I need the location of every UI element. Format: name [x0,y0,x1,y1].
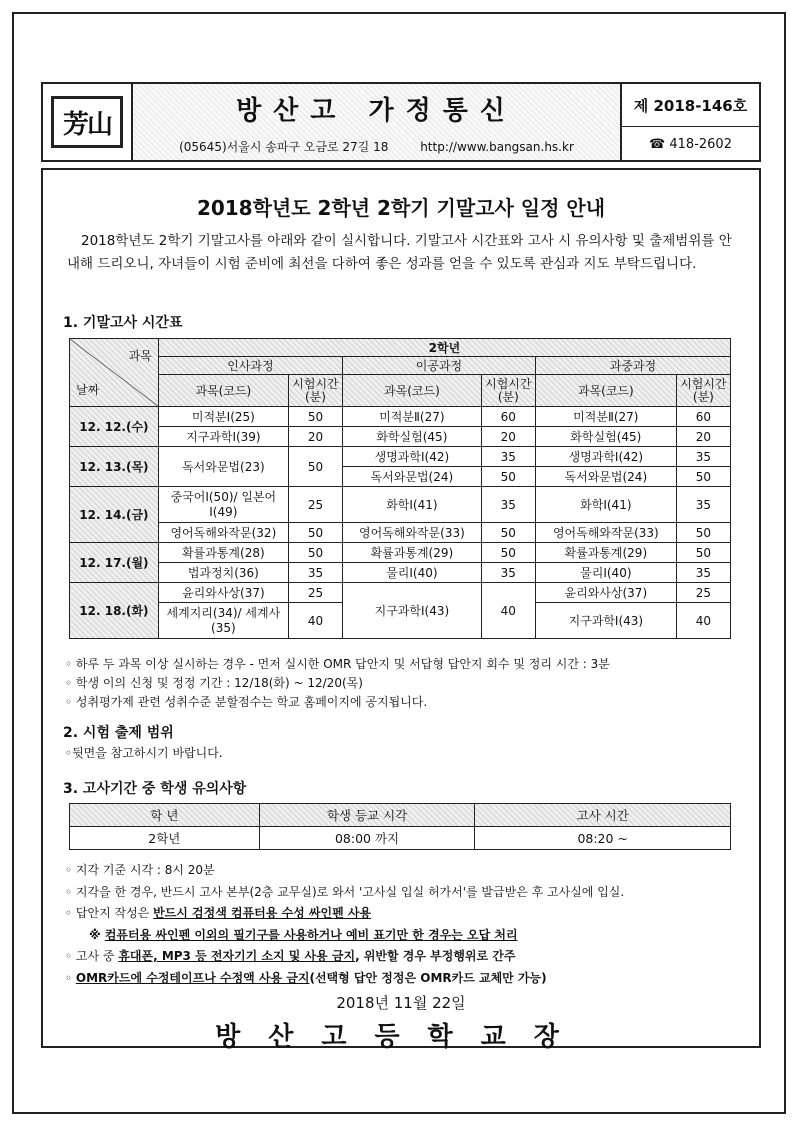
subject-cell: 윤리와사상(37) [158,583,288,603]
subject-cell: 영어독해와작문(33) [535,523,676,543]
phone-number: 418-2602 [669,136,732,152]
time-cell: 50 [676,467,730,487]
notice-title: 2018학년도 2학년 2학기 기말고사 일정 안내 [196,196,606,220]
subject-cell: 미적분Ⅰ(25) [158,407,288,427]
time-cell: 50 [676,523,730,543]
subject-cell: 확률과통계(29) [535,543,676,563]
rule-emphasis: 휴대폰, MP3 등 전자기기 소지 및 사용 금지 [118,949,356,963]
time-cell: 35 [481,447,535,467]
subject-cell: 화학실험(45) [535,427,676,447]
col-subject: 과목(코드) [343,375,482,407]
school-contact [133,138,620,155]
col-grade: 학 년 [70,804,260,827]
section-2-note [65,744,755,763]
table-row [70,827,731,850]
grade-header: 2학년 [158,339,730,357]
school-website: http://www.bangsan.hs.kr [420,140,574,154]
table-row [70,427,731,447]
table-row [70,487,731,523]
note-item: ◦ 하루 두 과목 이상 실시하는 경우 - 먼저 실시한 OMR 답안지 및 서답형 답안지 회수 및 정리 시간 : 3분 [65,657,610,671]
time-cell: 35 [481,563,535,583]
letterhead-right [622,82,761,162]
col-time: 시험시간(분) [676,375,730,407]
time-cell: 35 [676,487,730,523]
subject-cell: 지구과학Ⅰ(43) [535,603,676,639]
timetable-notes [65,655,755,712]
subject-cell: 세계지리(34)/ 세계사(35) [158,603,288,639]
subject-cell: 영어독해와작문(33) [343,523,482,543]
time-cell: 50 [288,543,342,563]
subject-cell: 독서와문법(24) [535,467,676,487]
time-cell: 20 [288,427,342,447]
subject-cell: 물리Ⅰ(40) [535,563,676,583]
rule-text: (선택형 답안 정정은 OMR카드 교체만 가능) [309,970,547,985]
time-cell: 35 [481,487,535,523]
subject-cell: 지구과학Ⅰ(39) [158,427,288,447]
rule-text: ◦ [65,970,76,985]
school-logo [41,82,133,162]
table-row [70,563,731,583]
table-row [70,583,731,603]
time-cell: 50 [288,407,342,427]
rule-item [65,968,755,990]
time-cell: 20 [481,427,535,447]
table-row [70,543,731,563]
rule-text: ※ [89,927,105,942]
logo-mark: 芳山 [51,96,123,148]
time-cell: 50 [481,523,535,543]
intro-text: 2018학년도 2학기 기말고사를 아래와 같이 실시합니다. 기말고사 시간표와 고사 시 유의사항 및 출제범위를 안내해 드리오니, 자녀들이 시험 준비에 최선을 다하여 좋은 성과를 얻을 수 있도록 관심과 지도 부탁드립니다. [67,233,732,272]
rule-item: ◦ 지각 기준 시각 : 8시 20분 [65,863,215,877]
subject-cell: 확률과통계(28) [158,543,288,563]
time-cell: 40 [288,603,342,639]
corner-cell [70,339,159,407]
arrival-schedule [69,803,731,850]
exam-date: 12. 17.(월) [70,543,159,583]
corner-subject: 과목 [128,349,152,363]
notice-body [41,168,761,1052]
note-item: ◦뒷면을 참고하시기 바랍니다. [65,746,223,760]
time-cell: 50 [288,523,342,543]
subject-cell: 지구과학Ⅰ(43) [343,583,482,639]
document-number: 제 2018-146호 [622,84,759,127]
subject-cell: 독서와문법(23) [158,447,288,487]
subject-cell: 화학실험(45) [343,427,482,447]
exam-timetable [69,338,731,639]
rule-item [65,903,755,925]
subject-cell: 확률과통계(29) [343,543,482,563]
time-cell: 50 [481,467,535,487]
exam-date: 12. 13.(목) [70,447,159,487]
corner-date: 날짜 [76,383,100,397]
phone-icon: ☎ [649,136,666,152]
rule-text: ◦ 고사 중 [65,949,119,963]
arrival-value: 08:00 까지 [259,827,475,850]
subject-cell: 중국어Ⅰ(50)/ 일본어Ⅰ(49) [158,487,288,523]
time-cell: 40 [676,603,730,639]
subject-cell: 독서와문법(24) [343,467,482,487]
time-cell: 40 [481,583,535,639]
phone-info [622,126,759,162]
col-time: 시험시간(분) [481,375,535,407]
time-cell: 35 [676,563,730,583]
exam-time-value: 08:20 ~ [475,827,731,850]
time-cell: 60 [481,407,535,427]
col-subject: 과목(코드) [158,375,288,407]
time-cell: 60 [676,407,730,427]
rule-item: ◦ 지각을 한 경우, 반드시 고사 본부(2층 교무실)로 와서 '고사실 입실 허가서'를 발급받은 후 고사실에 입실. [65,884,625,899]
newsletter-title: 방산고 가정통신 [236,96,517,126]
section-2-heading: 2. 시험 출제 범위 [63,725,174,741]
col-time: 시험시간(분) [288,375,342,407]
subject-cell: 윤리와사상(37) [535,583,676,603]
time-cell: 50 [481,543,535,563]
issue-date: 2018년 11월 22일 [336,994,466,1012]
table-row [70,523,731,543]
school-address: (05645)서울시 송파구 오금로 27길 18 [179,140,389,154]
rule-emphasis: 컴퓨터용 싸인펜 이외의 필기구를 사용하거나 예비 표기만 한 경우는 오답 처리 [104,927,518,942]
time-cell: 25 [288,583,342,603]
time-cell: 35 [676,447,730,467]
rule-emphasis: OMR카드에 수정테이프나 수정액 사용 금지 [75,970,310,985]
rule-text: , 위반할 경우 부정행위로 간주 [355,949,516,963]
col-subject: 과목(코드) [535,375,676,407]
letterhead [41,82,761,162]
rule-item [65,925,755,947]
section-3-heading: 3. 고사기간 중 학생 유의사항 [63,781,247,797]
time-cell: 20 [676,427,730,447]
rule-item [65,946,755,968]
time-cell: 25 [288,487,342,523]
exam-date: 12. 14.(금) [70,487,159,543]
subject-cell: 법과정치(36) [158,563,288,583]
subject-cell: 물리Ⅰ(40) [343,563,482,583]
intro-paragraph [67,230,743,276]
col-arrival: 학생 등교 시각 [259,804,475,827]
grade-value: 2학년 [70,827,260,850]
subject-cell: 미적분Ⅱ(27) [343,407,482,427]
principal-signature: 방산고등학교장 [215,1022,587,1052]
subject-cell: 영어독해와작문(32) [158,523,288,543]
note-item: ◦ 성취평가제 관련 성취수준 분할점수는 학교 홈페이지에 공지됩니다. [65,695,428,709]
table-row [70,407,731,427]
subject-cell: 화학Ⅰ(41) [535,487,676,523]
exam-date: 12. 18.(화) [70,583,159,639]
letterhead-center [133,82,622,162]
subject-cell: 생명과학Ⅰ(42) [535,447,676,467]
note-item: ◦ 학생 이의 신청 및 정정 기간 : 12/18(화) ~ 12/20(목) [65,676,363,690]
subject-cell: 생명과학Ⅰ(42) [343,447,482,467]
exam-date: 12. 12.(수) [70,407,159,447]
rule-text: ◦ 답안지 작성은 [65,906,154,920]
col-exam-time: 고사 시간 [475,804,731,827]
track-science: 이공과정 [343,357,536,375]
track-advanced: 과중과정 [535,357,730,375]
student-rules [65,860,755,989]
rule-emphasis: 반드시 검정색 컴퓨터용 수성 싸인펜 사용 [153,906,372,920]
subject-cell: 미적분Ⅱ(27) [535,407,676,427]
subject-cell: 화학Ⅰ(41) [343,487,482,523]
time-cell: 25 [676,583,730,603]
time-cell: 50 [676,543,730,563]
time-cell: 35 [288,563,342,583]
section-1-heading: 1. 기말고사 시간표 [63,315,183,331]
time-cell: 50 [288,447,342,487]
table-row [70,447,731,467]
track-humanities: 인사과정 [158,357,342,375]
